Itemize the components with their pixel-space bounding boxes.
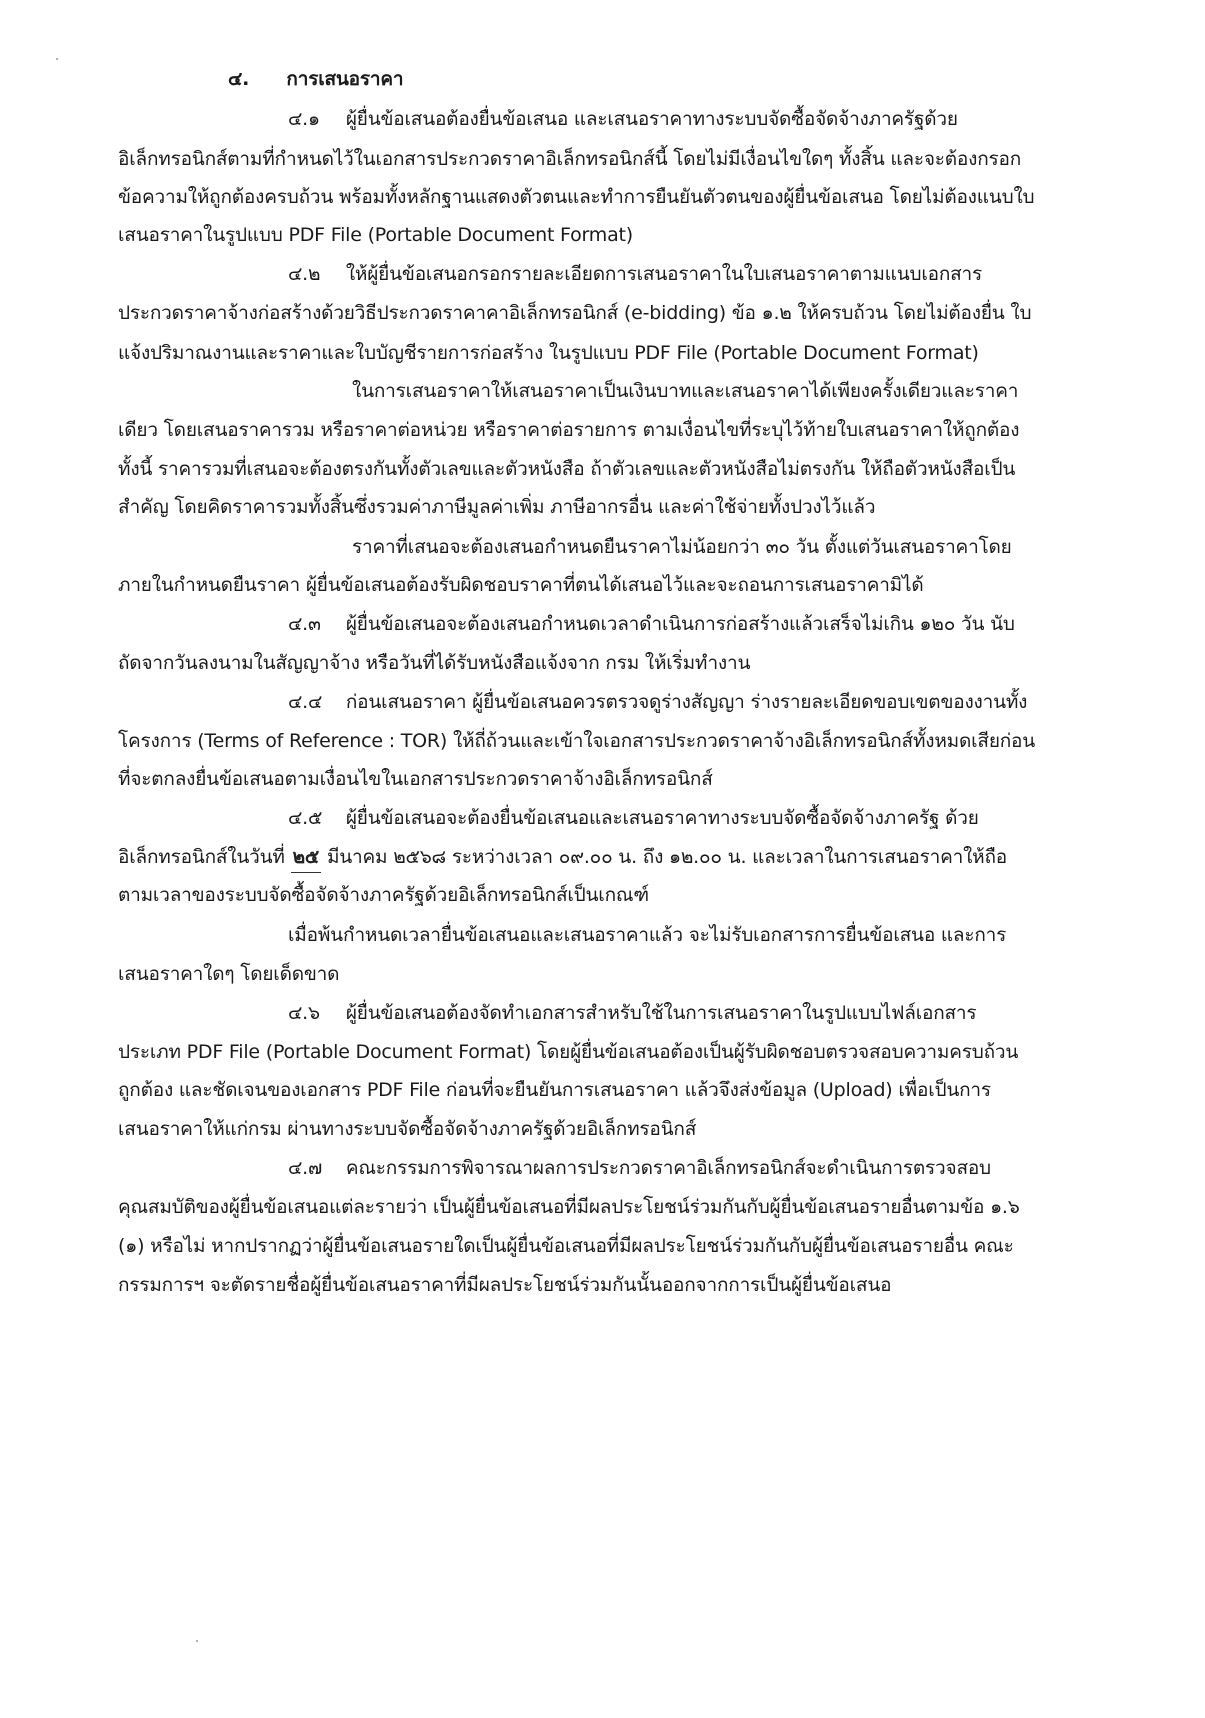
item-4-5-line: ตามเวลาของระบบจัดซื้อจัดจ้างภาครัฐด้วยอิเล็กทรอนิกส์เป็นเกณฑ์ (118, 884, 649, 906)
item-4-7-line: (๑) หรือไม่ หากปรากฏว่าผู้ยื่นข้อเสนอรายใดเป็นผู้ยื่นข้อเสนอที่มีผลประโยชน์ร่วมกันกับผู้ยื่นข้อเสนอรายอื่น คณะ (118, 1235, 1014, 1257)
paragraph-text: ให้ผู้ยื่นข้อเสนอกรอกรายละเอียดการเสนอราคาในใบเสนอราคาตามแนบเอกสาร (345, 263, 983, 285)
item-4-2-para2-line: สำคัญ โดยคิดราคารวมทั้งสิ้นซึ่งรวมค่าภาษีมูลค่าเพิ่ม ภาษีอากรอื่น และค่าใช้จ่ายทั้งปวงไว้แล้ว (118, 496, 876, 518)
item-4-1-first-line (288, 104, 1086, 134)
item-4-2-para2-line: เดียว โดยเสนอราคารวม หรือราคาต่อหน่วย หรือราคาต่อรายการ ตามเงื่อนไขที่ระบุไว้ท้ายใบเสนอราคาให้ถูกต้อง (118, 419, 1020, 441)
paragraph-text: ก่อนเสนอราคา ผู้ยื่นข้อเสนอควรตรวจดูร่างสัญญา ร่างรายละเอียดขอบเขตของงานทั้ง (345, 691, 1028, 713)
handwritten-day: ๒๕ (291, 842, 322, 873)
item-number: ๔.๕ (288, 807, 323, 829)
item-4-2-para2-line: ในการเสนอราคาให้เสนอราคาเป็นเงินบาทและเสนอราคาได้เพียงครั้งเดียวและราคา (352, 380, 1019, 402)
item-4-2-para2-line: ทั้งนี้ ราคารวมที่เสนอจะต้องตรงกันทั้งตัวเลขและตัวหนังสือ ถ้าตัวเลขและตัวหนังสือไม่ตรงกัน ให้ถือตัวหนังสือเป็น (118, 458, 1016, 480)
item-4-2-para3-line: ราคาที่เสนอจะต้องเสนอกำหนดยืนราคาไม่น้อยกว่า ๓๐ วัน ตั้งแต่วันเสนอราคาโดย (352, 536, 1012, 558)
paragraph-text: อิเล็กทรอนิกส์ในวันที่ (118, 846, 285, 868)
item-4-7-first-line (288, 1153, 1086, 1183)
item-4-1-line: ข้อความให้ถูกต้องครบถ้วน พร้อมทั้งหลักฐานแสดงตัวตนและทำการยืนยันตัวตนของผู้ยื่นข้อเสนอ โดยไม่ต้องแนบใบ (118, 186, 1035, 208)
scan-speck (56, 58, 58, 60)
item-4-7-line: คุณสมบัติของผู้ยื่นข้อเสนอแต่ละรายว่า เป็นผู้ยื่นข้อเสนอที่มีผลประโยชน์ร่วมกันกับผู้ยื่นข้อเสนอรายอื่นตามข้อ ๑.๖ (118, 1196, 1020, 1218)
item-number: ๔.๓ (288, 613, 321, 635)
section-heading (228, 64, 1086, 94)
item-4-7-line: กรรมการฯ จะตัดรายชื่อผู้ยื่นข้อเสนอราคาที่มีผลประโยชน์ร่วมกันนั้นออกจากการเป็นผู้ยื่นข้อเสนอ (118, 1274, 892, 1296)
item-number: ๔.๗ (288, 1157, 323, 1179)
paragraph-text: ผู้ยื่นข้อเสนอจะต้องยื่นข้อเสนอและเสนอราคาทางระบบจัดซื้อจัดจ้างภาครัฐ ด้วย (345, 807, 979, 829)
item-4-5-para2-line: เมื่อพ้นกำหนดเวลายื่นข้อเสนอและเสนอราคาแล้ว จะไม่รับเอกสารการยื่นข้อเสนอ และการ (288, 924, 1007, 946)
item-4-6-first-line (288, 998, 1086, 1028)
item-4-5-para2-line: เสนอราคาใดๆ โดยเด็ดขาด (118, 963, 340, 985)
item-4-2-first-line (288, 259, 1086, 289)
paragraph-text: มีนาคม ๒๕๖๘ ระหว่างเวลา ๐๙.๐๐ น. ถึง ๑๒.๐๐ น. และเวลาในการเสนอราคาให้ถือ (326, 846, 1007, 868)
item-4-6-line: ประเภท PDF File (Portable Document Format) โดยผู้ยื่นข้อเสนอต้องเป็นผู้รับผิดชอบตรวจสอบความครบถ้วน (118, 1041, 1019, 1063)
item-number: ๔.๖ (288, 1002, 320, 1024)
item-4-1-line: เสนอราคาในรูปแบบ PDF File (Portable Document Format) (118, 224, 633, 246)
item-4-4-first-line (288, 687, 1086, 717)
paragraph-text: ผู้ยื่นข้อเสนอจะต้องเสนอกำหนดเวลาดำเนินการก่อสร้างแล้วเสร็จไม่เกิน ๑๒๐ วัน นับ (345, 613, 1015, 635)
item-number: ๔.๔ (288, 691, 323, 713)
item-4-3-line: ถัดจากวันลงนามในสัญญาจ้าง หรือวันที่ได้รับหนังสือแจ้งจาก กรม ให้เริ่มทำงาน (118, 652, 751, 674)
item-4-4-line: โครงการ (Terms of Reference : TOR) ให้ถี่ถ้วนและเข้าใจเอกสารประกวดราคาจ้างอิเล็กทรอนิกส์ทั้งหมดเสียก่อน (118, 730, 1036, 752)
paragraph-text: ผู้ยื่นข้อเสนอต้องยื่นข้อเสนอ และเสนอราคาทางระบบจัดซื้อจัดจ้างภาครัฐด้วย (345, 108, 958, 130)
item-4-3-first-line (288, 609, 1086, 639)
item-4-5-first-line (288, 803, 1086, 833)
scan-speck (196, 1640, 198, 1642)
item-4-1-line: อิเล็กทรอนิกส์ตามที่กำหนดไว้ในเอกสารประกวดราคาอิเล็กทรอนิกส์นี้ โดยไม่มีเงื่อนไขใดๆ ทั้งสิ้น และจะต้องกรอก (118, 148, 1022, 170)
item-number: ๔.๒ (288, 263, 321, 285)
item-4-4-line: ที่จะตกลงยื่นข้อเสนอตามเงื่อนไขในเอกสารประกวดราคาจ้างอิเล็กทรอนิกส์ (118, 768, 713, 790)
paragraph-text: คณะกรรมการพิจารณาผลการประกวดราคาอิเล็กทรอนิกส์จะดำเนินการตรวจสอบ (345, 1157, 991, 1179)
item-4-5-date-line (118, 842, 1086, 873)
section-title: การเสนอราคา (286, 68, 404, 90)
paragraph-text: ผู้ยื่นข้อเสนอต้องจัดทำเอกสารสำหรับใช้ในการเสนอราคาในรูปแบบไฟล์เอกสาร (345, 1002, 977, 1024)
item-4-6-line: ถูกต้อง และชัดเจนของเอกสาร PDF File ก่อนที่จะยืนยันการเสนอราคา แล้วจึงส่งข้อมูล (Upload) เพื่อเป็นการ (118, 1079, 991, 1101)
item-number: ๔.๑ (288, 108, 320, 130)
item-4-2-line: ประกวดราคาจ้างก่อสร้างด้วยวิธีประกวดราคาคาอิเล็กทรอนิกส์ (e-bidding) ข้อ ๑.๒ ให้ครบถ้วน โดยไม่ต้องยื่น ใบ (118, 302, 1032, 324)
item-4-2-para3-line: ภายในกำหนดยืนราคา ผู้ยื่นข้อเสนอต้องรับผิดชอบราคาที่ตนได้เสนอไว้และจะถอนการเสนอราคามิได้ (118, 574, 924, 596)
item-4-2-line: แจ้งปริมาณงานและราคาและใบบัญชีรายการก่อสร้าง ในรูปแบบ PDF File (Portable Document Format) (118, 342, 979, 364)
item-4-6-line: เสนอราคาให้แก่กรม ผ่านทางระบบจัดซื้อจัดจ้างภาครัฐด้วยอิเล็กทรอนิกส์ (118, 1118, 697, 1140)
section-number: ๔. (228, 68, 250, 90)
